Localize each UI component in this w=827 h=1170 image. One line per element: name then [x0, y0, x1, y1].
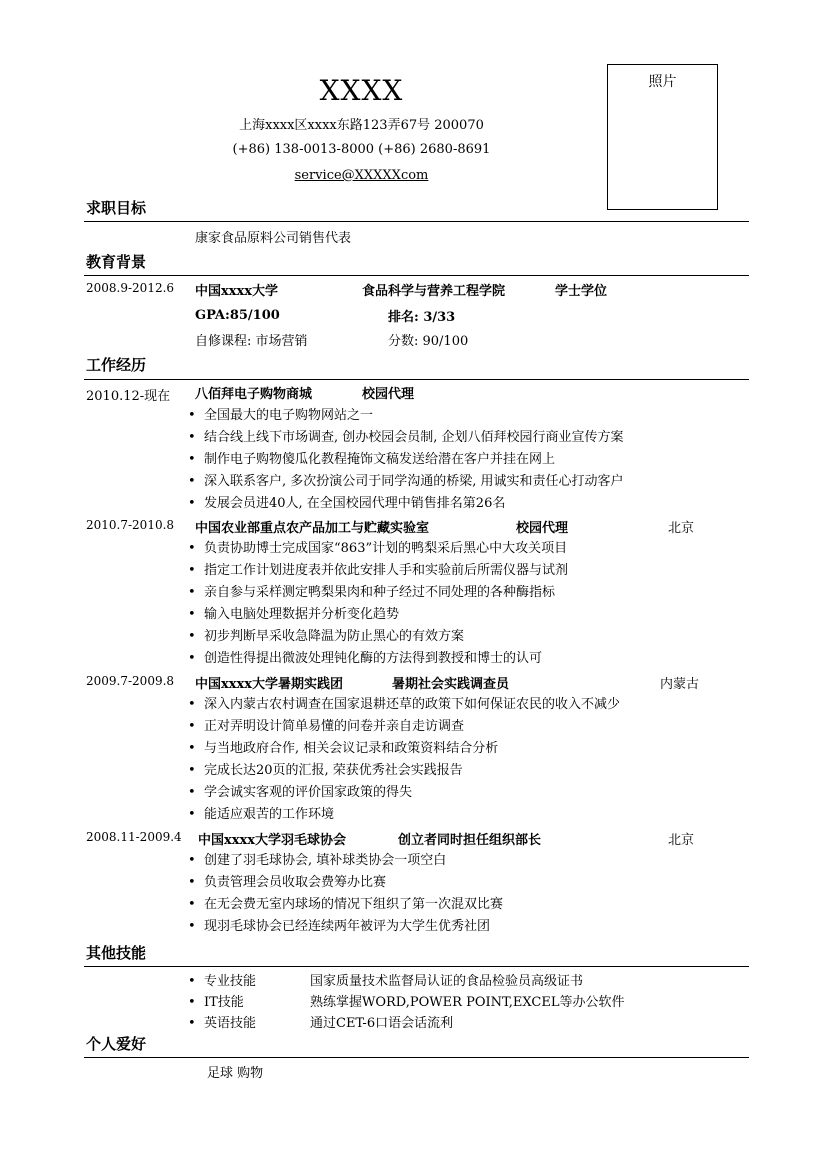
section-heading-objective: 求职目标	[86, 199, 147, 217]
work-location: 北京	[668, 521, 695, 536]
divider	[84, 1057, 749, 1058]
list-item: • 负责管理会员收取会费筹办比赛	[188, 872, 503, 894]
work-org: 中国农业部重点农产品加工与贮藏实验室	[195, 521, 430, 536]
list-item: • 能适应艰苦的工作环境	[188, 804, 620, 826]
school-name: 中国xxxx大学	[195, 284, 279, 299]
divider	[84, 221, 749, 222]
divider	[84, 379, 749, 380]
work-location: 内蒙古	[660, 677, 700, 692]
work-bullets	[188, 538, 568, 670]
list-item: • 全国最大的电子购物网站之一	[188, 405, 624, 427]
work-bullets	[188, 694, 620, 826]
work-role: 创立者同时担任组织部长	[398, 833, 542, 848]
list-item: • 现羽毛球协会已经连续两年被评为大学生优秀社团	[188, 916, 503, 938]
skill-desc: 通过CET-6口语会话流利	[310, 1016, 454, 1031]
list-item: • 正对弄明设计简单易懂的问卷并亲自走访调查	[188, 716, 620, 738]
divider	[84, 966, 749, 967]
rank: 排名: 3/33	[388, 310, 456, 325]
skill-name: 专业技能	[204, 974, 257, 989]
skill-name: IT技能	[204, 995, 244, 1010]
self-study-course: 自修课程: 市场营销	[195, 334, 308, 349]
list-item: • 深入内蒙古农村调查在国家退耕还草的政策下如何保证农民的收入不减少	[188, 694, 620, 716]
objective-text: 康家食品原料公司销售代表	[195, 231, 352, 246]
work-date: 2010.7-2010.8	[86, 518, 175, 532]
work-role: 暑期社会实践调查员	[392, 677, 510, 692]
work-role: 校园代理	[516, 521, 569, 536]
list-item: • 创建了羽毛球协会, 填补球类协会一项空白	[188, 850, 503, 872]
section-heading-education: 教育背景	[86, 253, 147, 271]
gpa: GPA:85/100	[195, 308, 280, 323]
list-item: • 创造性得提出微波处理钝化酶的方法得到教授和博士的认可	[188, 648, 568, 670]
work-role: 校园代理	[362, 387, 415, 402]
address: 上海xxxx区xxxx东路123弄67号 200070	[239, 118, 484, 133]
work-org: 中国xxxx大学暑期实践团	[195, 677, 344, 692]
work-bullets	[188, 405, 624, 515]
work-org: 中国xxxx大学羽毛球协会	[198, 833, 347, 848]
hobbies-text: 足球 购物	[207, 1066, 264, 1081]
email-link[interactable]: service@XXXXXcom	[294, 168, 429, 183]
candidate-name: XXXX	[319, 74, 404, 107]
section-heading-work: 工作经历	[86, 356, 147, 374]
list-item: • 指定工作计划进度表并依此安排人手和实验前后所需仪器与试剂	[188, 560, 568, 582]
work-date: 2008.11-2009.4	[86, 830, 182, 844]
divider	[84, 275, 749, 276]
list-item: • 发展会员进40人, 在全国校园代理中销售排名第26名	[188, 493, 624, 515]
skill-row: • 英语技能 通过CET-6口语会话流利	[188, 1012, 453, 1031]
section-heading-skills: 其他技能	[86, 944, 147, 962]
skill-row: • 专业技能 国家质量技术监督局认证的食品检验员高级证书	[188, 970, 583, 989]
work-date: 2009.7-2009.8	[86, 674, 175, 688]
work-bullets	[188, 850, 503, 938]
skill-name: 英语技能	[204, 1016, 257, 1031]
list-item: • 在无会费无室内球场的情况下组织了第一次混双比赛	[188, 894, 503, 916]
list-item: • 学会诚实客观的评价国家政策的得失	[188, 782, 620, 804]
list-item: • 制作电子购物傻瓜化教程掩饰文稿发送给潜在客户并挂在网上	[188, 449, 624, 471]
skill-desc: 熟练掌握WORD,POWER POINT,EXCEL等办公软件	[310, 995, 625, 1010]
list-item: • 完成长达20页的汇报, 荣获优秀社会实践报告	[188, 760, 620, 782]
work-location: 北京	[668, 833, 695, 848]
degree: 学士学位	[555, 284, 608, 299]
list-item: • 负责协助博士完成国家“863”计划的鸭梨采后黑心中大攻关项目	[188, 538, 568, 560]
photo-label: 照片	[648, 74, 677, 90]
course-score: 分数: 90/100	[388, 334, 469, 349]
college-name: 食品科学与营养工程学院	[362, 284, 506, 299]
education-date: 2008.9-2012.6	[86, 281, 175, 295]
list-item: • 结合线上线下市场调查, 创办校园会员制, 企划八佰拜校园行商业宣传方案	[188, 427, 624, 449]
skill-row: • IT技能 熟练掌握WORD,POWER POINT,EXCEL等办公软件	[188, 991, 624, 1010]
list-item: • 亲自参与采样测定鸭梨果肉和种子经过不同处理的各种酶指标	[188, 582, 568, 604]
list-item: • 输入电脑处理数据并分析变化趋势	[188, 604, 568, 626]
list-item: • 深入联系客户, 多次扮演公司于同学沟通的桥梁, 用诚实和责任心打动客户	[188, 471, 624, 493]
work-date: 2010.12-现在	[86, 389, 171, 404]
skill-desc: 国家质量技术监督局认证的食品检验员高级证书	[310, 974, 584, 989]
section-heading-hobbies: 个人爱好	[86, 1035, 147, 1053]
phone-numbers: (+86) 138-0013-8000 (+86) 2680-8691	[232, 142, 491, 157]
list-item: • 初步判断早采收急降温为防止黑心的有效方案	[188, 626, 568, 648]
list-item: • 与当地政府合作, 相关会议记录和政策资料结合分析	[188, 738, 620, 760]
work-org: 八佰拜电子购物商城	[195, 387, 313, 402]
photo-box	[607, 64, 718, 210]
